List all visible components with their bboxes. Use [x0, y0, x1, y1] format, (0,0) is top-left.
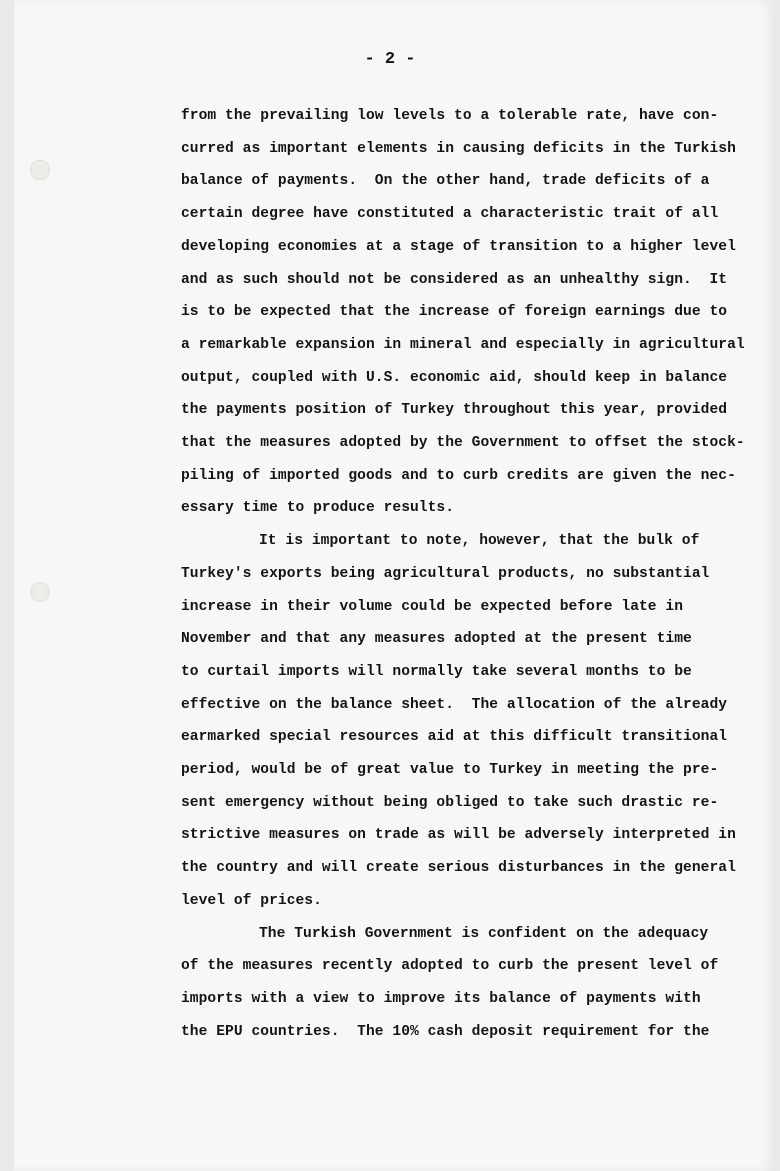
text-line: It is important to note, however, that the bulk of — [259, 533, 700, 550]
text-line: November and that any measures adopted at the present time — [181, 631, 692, 648]
text-line: sent emergency without being obliged to take such drastic re- — [181, 794, 719, 811]
text-line: from the prevailing low levels to a tolerable rate, have con- — [181, 108, 719, 124]
paragraph-2 — [181, 525, 736, 917]
text-line: Turkey's exports being agricultural products, no substantial — [181, 565, 710, 582]
text-line: the payments position of Turkey throughout this year, provided — [181, 402, 728, 419]
text-line: imports with a view to improve its balance of payments with — [181, 990, 701, 1007]
text-line: of the measures recently adopted to curb the present level of — [181, 958, 719, 975]
paragraph-1 — [181, 100, 745, 525]
text-line: effective on the balance sheet. The allocation of the already — [181, 696, 728, 713]
text-line: curred as important elements in causing deficits in the Turkish — [181, 140, 736, 157]
text-line: the EPU countries. The 10% cash deposit requirement for the — [181, 1023, 710, 1040]
text-line: level of prices. — [181, 892, 322, 909]
text-line: piling of imported goods and to curb credits are given the nec- — [181, 467, 736, 484]
text-line: essary time to produce results. — [181, 500, 455, 517]
text-line: earmarked special resources aid at this difficult transitional — [181, 729, 728, 746]
text-line: period, would be of great value to Turkey in meeting the pre- — [181, 762, 719, 779]
text-line: balance of payments. On the other hand, trade deficits of a — [181, 173, 710, 190]
text-line: The Turkish Government is confident on the adequacy — [259, 925, 709, 942]
punch-hole — [30, 582, 50, 602]
text-line: and as such should not be considered as an unhealthy sign. It — [181, 271, 728, 288]
text-line: output, coupled with U.S. economic aid, should keep in balance — [181, 369, 728, 386]
paragraph-3 — [181, 918, 721, 1049]
text-line: that the measures adopted by the Government to offset the stock- — [181, 435, 745, 452]
text-line: strictive measures on trade as will be adversely interpreted in — [181, 827, 736, 844]
body-text — [181, 100, 745, 1048]
text-line: is to be expected that the increase of foreign earnings due to — [181, 304, 728, 321]
text-line: increase in their volume could be expected before late in — [181, 598, 684, 615]
text-line: certain degree have constituted a characteristic trait of all — [181, 206, 719, 223]
text-line: to curtail imports will normally take several months to be — [181, 663, 692, 680]
text-line: developing economies at a stage of transition to a higher level — [181, 238, 736, 255]
page-number: - 2 - — [364, 50, 416, 69]
text-line: the country and will create serious disturbances in the general — [181, 860, 736, 877]
punch-hole — [30, 160, 50, 180]
text-line: a remarkable expansion in mineral and especially in agricultural — [181, 336, 745, 353]
